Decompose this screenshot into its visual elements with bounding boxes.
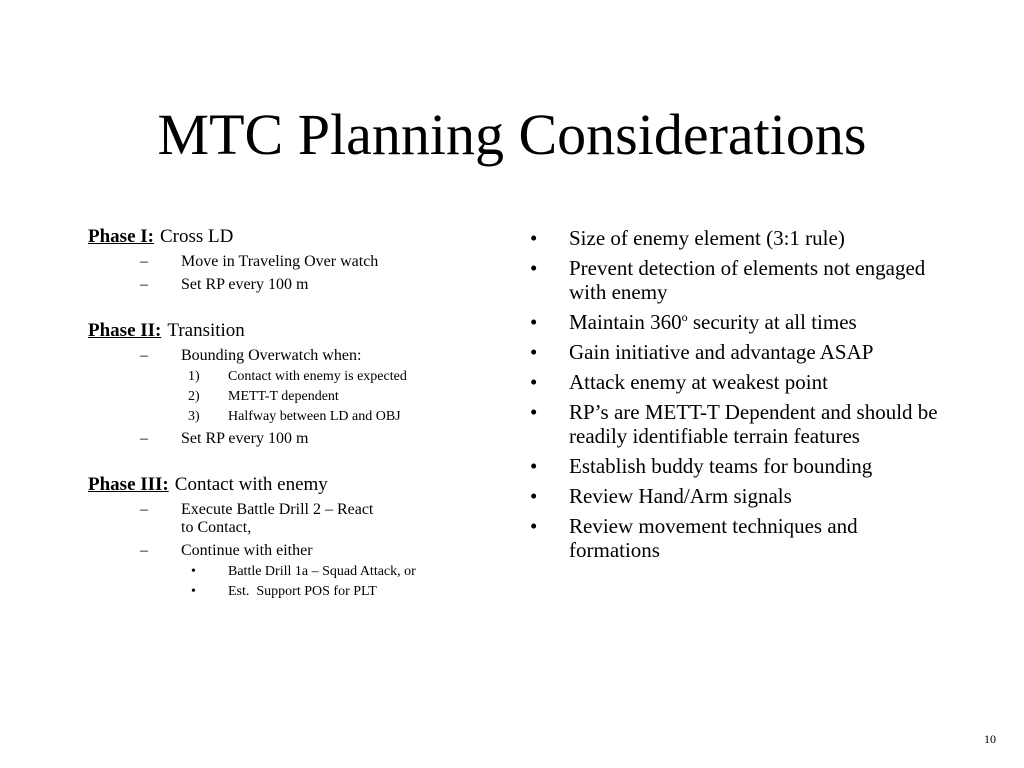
phases-column <box>88 226 488 600</box>
bullet-marker: • <box>530 400 538 424</box>
phase-2 <box>88 320 488 448</box>
degree-superscript: o <box>681 310 688 324</box>
phase-3 <box>88 474 488 600</box>
phase-2-item <box>88 347 488 365</box>
numbered-item-text: Contact with enemy is expected <box>228 369 407 384</box>
bullet-marker: • <box>530 484 538 508</box>
bullet-marker: • <box>530 454 538 478</box>
consideration-text: Gain initiative and advantage ASAP <box>569 340 874 364</box>
bullet-item-text: Battle Drill 1a – Squad Attack, or <box>228 564 416 579</box>
consideration-text: Review Hand/Arm signals <box>569 484 792 508</box>
consideration-item <box>530 226 950 250</box>
number-marker: 2) <box>188 389 200 404</box>
phase-1-description: Cross LD <box>159 226 234 247</box>
number-marker: 3) <box>188 409 200 424</box>
phase-2-item-text: Bounding Overwatch when: <box>181 347 362 364</box>
bullet-marker: • <box>530 226 538 250</box>
phase-1-item-text: Move in Traveling Over watch <box>181 253 379 270</box>
phase-2-item-text: Set RP every 100 m <box>181 430 309 447</box>
consideration-item <box>530 484 950 508</box>
phase-3-description: Contact with enemy <box>174 474 328 495</box>
dash-marker: – <box>140 253 148 270</box>
phase-2-items-continued <box>88 430 488 448</box>
considerations-column <box>530 226 950 568</box>
slide-title: MTC Planning Considerations <box>157 102 867 167</box>
phase-1 <box>88 226 488 294</box>
consideration-text: Attack enemy at weakest point <box>569 370 828 394</box>
consideration-item <box>530 340 950 364</box>
phase-1-item <box>88 253 488 271</box>
consideration-text: Maintain 360 <box>569 310 682 334</box>
phase-2-numbered-list <box>88 369 488 425</box>
dash-marker: – <box>140 430 148 447</box>
consideration-text-continued: security at all times <box>687 310 857 334</box>
consideration-text: Prevent detection of elements not engaged with enemy <box>569 256 926 304</box>
phase-1-item <box>88 276 488 294</box>
bullet-marker: • <box>191 564 196 579</box>
phase-2-label: Phase II: <box>88 320 162 341</box>
bullet-marker: • <box>530 340 538 364</box>
bullet-item-text: Est. Support POS for PLT <box>228 584 377 599</box>
numbered-item <box>88 369 488 385</box>
phase-3-item <box>88 501 381 537</box>
consideration-text: Review movement techniques and formations <box>569 514 858 562</box>
phase-3-bullet-list <box>88 564 488 600</box>
phase-3-item-text: Continue with either <box>181 542 313 559</box>
phase-1-label: Phase I: <box>88 226 154 247</box>
consideration-text: Establish buddy teams for bounding <box>569 454 873 478</box>
bullet-marker: • <box>530 370 538 394</box>
considerations-list <box>530 226 950 562</box>
bullet-item <box>88 584 488 600</box>
phase-1-item-text: Set RP every 100 m <box>181 276 309 293</box>
bullet-marker: • <box>191 584 196 599</box>
dash-marker: – <box>140 347 148 364</box>
bullet-item <box>88 564 488 580</box>
consideration-item <box>530 370 950 394</box>
number-marker: 1) <box>188 369 200 384</box>
consideration-text: RP’s are METT-T Dependent and should be readily identifiable terrain features <box>569 400 938 448</box>
numbered-item <box>88 389 488 405</box>
dash-marker: – <box>140 501 148 518</box>
phase-2-items <box>88 347 488 365</box>
numbered-item-text: Halfway between LD and OBJ <box>228 409 401 424</box>
dash-marker: – <box>140 542 148 559</box>
phase-2-description: Transition <box>167 320 245 341</box>
consideration-item <box>530 514 950 562</box>
bullet-marker: • <box>530 310 538 334</box>
phase-1-items <box>88 253 488 294</box>
consideration-item <box>530 256 950 304</box>
phase-1-heading <box>88 226 488 248</box>
bullet-marker: • <box>530 256 538 280</box>
consideration-item <box>530 310 950 334</box>
phase-3-heading <box>88 474 488 496</box>
numbered-item <box>88 409 488 425</box>
dash-marker: – <box>140 276 148 293</box>
consideration-item <box>530 454 950 478</box>
phase-3-item-text: Execute Battle Drill 2 – React to Contact, <box>181 501 374 536</box>
phase-3-label: Phase III: <box>88 474 169 495</box>
page-number: 10 <box>984 732 996 746</box>
phase-3-items <box>88 501 488 560</box>
phase-2-item <box>88 430 488 448</box>
numbered-item-text: METT-T dependent <box>228 389 339 404</box>
consideration-text: Size of enemy element (3:1 rule) <box>569 226 845 250</box>
bullet-marker: • <box>530 514 538 538</box>
phase-2-heading <box>88 320 488 342</box>
consideration-item <box>530 400 950 448</box>
phase-3-item <box>88 542 488 560</box>
